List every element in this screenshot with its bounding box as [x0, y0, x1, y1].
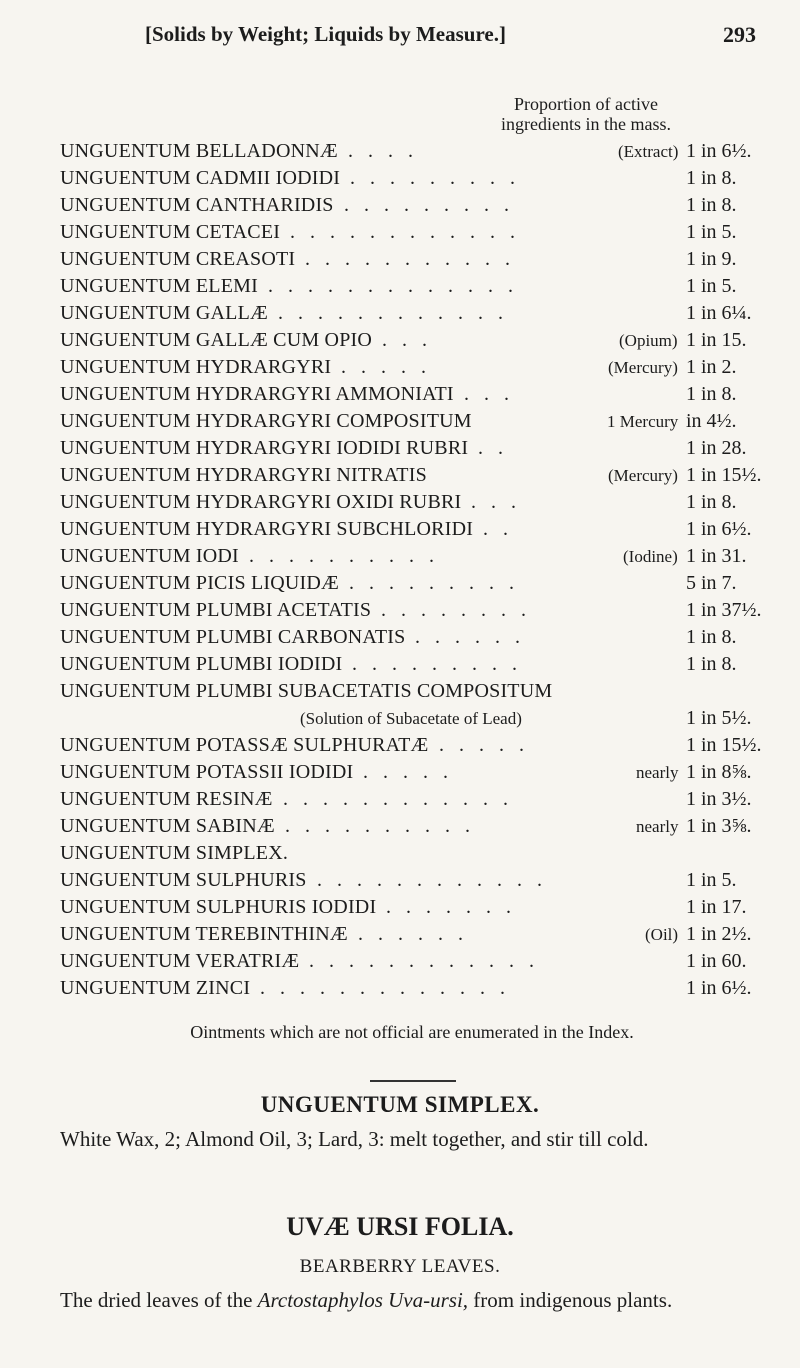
entry-name: UNGUENTUM PLUMBI CARBONATIS: [60, 626, 406, 648]
entry-name: UNGUENTUM HYDRARGYRI SUBCHLORIDI: [60, 518, 474, 540]
entry-proportion: 1 in 8.: [686, 491, 737, 513]
entry-proportion: 1 in 9.: [686, 248, 737, 270]
entry-name: UNGUENTUM IODI: [60, 545, 239, 567]
entry-name: UNGUENTUM ZINCI: [60, 977, 251, 999]
entry-proportion: 1 in 17.: [686, 896, 747, 918]
species-name: Arctostaphylos Uva-ursi,: [257, 1288, 469, 1312]
entry-leader-dots: . . . . . . .: [386, 896, 516, 918]
ointment-entry: [60, 840, 764, 867]
uva-ursi-heading: UVÆ URSI FOLIA.: [286, 1212, 514, 1241]
entry-proportion: 5 in 7.: [686, 572, 737, 594]
entry-sub-note: (Solution of Subacetate of Lead): [300, 709, 522, 728]
ointment-entry: [60, 273, 764, 300]
entry-name: UNGUENTUM ELEMI: [60, 275, 258, 297]
entry-proportion: 1 in 28.: [686, 437, 747, 459]
ointment-entry: [60, 516, 764, 543]
entry-leader-dots: . . . . . . . . . . .: [305, 248, 515, 270]
entry-leader-dots: . .: [478, 437, 508, 459]
entry-proportion: 1 in 3⅝.: [686, 815, 752, 837]
entry-proportion: 1 in 5.: [686, 275, 737, 297]
ointment-entry: [60, 543, 764, 570]
entry-note: 1 Mercury: [607, 412, 679, 431]
entry-name: UNGUENTUM HYDRARGYRI IODIDI RUBRI: [60, 437, 469, 459]
entry-name: UNGUENTUM RESINÆ: [60, 788, 273, 810]
entry-proportion: 1 in 8.: [686, 167, 737, 189]
footnote: Ointments which are not official are enumerated in the Index.: [190, 1022, 634, 1042]
entry-leader-dots: . . . . . . . . .: [344, 194, 514, 216]
entry-leader-dots: . . .: [464, 383, 514, 405]
entry-leader-dots: . . . . .: [439, 734, 529, 756]
entry-name: UNGUENTUM HYDRARGYRI COMPOSITUM: [60, 410, 472, 432]
entry-note: nearly: [636, 817, 679, 836]
entry-note: (Mercury): [608, 466, 678, 485]
entry-leader-dots: . . . . . . . . . . . .: [278, 302, 508, 324]
entry-leader-dots: . . . . . . . . .: [350, 167, 520, 189]
ointment-entry: [60, 786, 764, 813]
entry-proportion: 1 in 15½.: [686, 464, 762, 486]
ointment-entry: [60, 759, 764, 786]
ointment-entry: [60, 948, 764, 975]
ointment-entry: [60, 327, 764, 354]
entry-proportion: 1 in 31.: [686, 545, 747, 567]
entry-leader-dots: . . . . . . . . . . . .: [317, 869, 547, 891]
entry-note: (Iodine): [623, 547, 678, 566]
column-header-line-2: ingredients in the mass.: [501, 114, 671, 134]
entry-name: UNGUENTUM HYDRARGYRI: [60, 356, 332, 378]
ointment-entry: [60, 138, 764, 165]
entry-leader-dots: . . .: [471, 491, 521, 513]
entry-name: UNGUENTUM PICIS LIQUIDÆ: [60, 572, 340, 594]
entry-name: UNGUENTUM TEREBINTHINÆ: [60, 923, 348, 945]
entry-name: UNGUENTUM PLUMBI ACETATIS: [60, 599, 372, 621]
ointment-entry: [60, 570, 764, 597]
entry-leader-dots: . . . . . . . .: [381, 599, 531, 621]
entry-name: UNGUENTUM CADMII IODIDI: [60, 167, 341, 189]
ointment-entry: [60, 300, 764, 327]
column-header-line-1: Proportion of active: [514, 94, 658, 114]
entry-leader-dots: . .: [483, 518, 513, 540]
ointment-entry: [60, 381, 764, 408]
ointment-entry: [60, 975, 764, 1002]
entry-name: UNGUENTUM GALLÆ CUM OPIO: [60, 329, 373, 351]
entry-leader-dots: . . . .: [348, 140, 418, 162]
entry-proportion: 1 in 3½.: [686, 788, 752, 810]
entry-name: UNGUENTUM PLUMBI IODIDI: [60, 653, 343, 675]
ointment-entry: [60, 651, 764, 678]
entry-proportion: 1 in 6½.: [686, 518, 752, 540]
entry-leader-dots: . . . . .: [363, 761, 453, 783]
ointment-entry: [60, 219, 764, 246]
entry-leader-dots: . . . . . . . . .: [352, 653, 522, 675]
entry-name: UNGUENTUM CREASOTI: [60, 248, 296, 270]
entry-proportion: 1 in 5.: [686, 869, 737, 891]
column-header: [406, 94, 766, 134]
entry-name: UNGUENTUM SABINÆ: [60, 815, 275, 837]
entry-proportion: 1 in 6¼.: [686, 302, 752, 324]
uva-ursi-subheading: BEARBERRY LEAVES.: [299, 1256, 501, 1277]
entry-proportion: 1 in 60.: [686, 950, 747, 972]
simplex-heading: UNGUENTUM SIMPLEX.: [260, 1092, 540, 1117]
entry-name: UNGUENTUM GALLÆ: [60, 302, 268, 324]
entry-proportion: 1 in 8.: [686, 653, 737, 675]
entry-name: UNGUENTUM PLUMBI SUBACETATIS COMPOSITUM: [60, 680, 553, 702]
entry-leader-dots: . . . . . . . . . . . .: [309, 950, 539, 972]
entry-proportion: 1 in 15.: [686, 329, 747, 351]
entry-leader-dots: . . . . . .: [358, 923, 468, 945]
entry-leader-dots: . . . . . . . . . . . . .: [260, 977, 510, 999]
section-divider: [370, 1080, 456, 1082]
entry-leader-dots: . . . . . . . . . .: [249, 545, 439, 567]
ointment-list: [60, 138, 764, 1002]
entry-name: UNGUENTUM SIMPLEX.: [60, 842, 289, 864]
ointment-entry: [60, 813, 764, 840]
entry-leader-dots: . . . . . . . . . . . .: [283, 788, 513, 810]
ointment-entry: [60, 921, 764, 948]
entry-proportion: in 4½.: [686, 410, 737, 432]
entry-name: UNGUENTUM SULPHURIS IODIDI: [60, 896, 377, 918]
entry-note: nearly: [636, 763, 679, 782]
entry-name: UNGUENTUM HYDRARGYRI OXIDI RUBRI: [60, 491, 462, 513]
entry-proportion: 1 in 8.: [686, 626, 737, 648]
entry-name: UNGUENTUM VERATRIÆ: [60, 950, 300, 972]
uva-body-start: The dried leaves of the: [60, 1288, 258, 1312]
ointment-entry: [60, 867, 764, 894]
entry-leader-dots: . . . . .: [341, 356, 431, 378]
ointment-entry: [60, 624, 764, 651]
uva-body-end: from indigenous plants.: [468, 1288, 673, 1312]
running-head: [Solids by Weight; Liquids by Measure.]: [145, 22, 506, 46]
entry-proportion: 1 in 6½.: [686, 140, 752, 162]
entry-name: UNGUENTUM HYDRARGYRI NITRATIS: [60, 464, 427, 486]
ointment-entry: [60, 192, 764, 219]
ointment-entry: [60, 246, 764, 273]
ointment-entry: [60, 894, 764, 921]
entry-name: UNGUENTUM BELLADONNÆ: [60, 140, 338, 162]
entry-name: UNGUENTUM POTASSII IODIDI: [60, 761, 354, 783]
uva-ursi-description: [42, 1288, 782, 1313]
entry-leader-dots: . . . . . . . . . . . .: [290, 221, 520, 243]
entry-name: UNGUENTUM SULPHURIS: [60, 869, 307, 891]
entry-note: (Mercury): [608, 358, 678, 377]
ointment-entry: [60, 678, 764, 732]
entry-note: (Oil): [645, 925, 679, 944]
entry-leader-dots: . . .: [382, 329, 432, 351]
ointment-entry: [60, 489, 764, 516]
entry-sub-proportion: 1 in 5½.: [686, 707, 752, 729]
entry-note: (Extract): [618, 142, 679, 161]
simplex-recipe: White Wax, 2; Almond Oil, 3; Lard, 3: melt together, and stir till cold.: [60, 1127, 649, 1151]
entry-proportion: 1 in 37½.: [686, 599, 762, 621]
entry-leader-dots: . . . . . .: [415, 626, 525, 648]
ointment-entry: [60, 732, 764, 759]
entry-leader-dots: . . . . . . . . .: [349, 572, 519, 594]
entry-proportion: 1 in 15½.: [686, 734, 762, 756]
entry-proportion: 1 in 2½.: [686, 923, 752, 945]
entry-proportion: 1 in 8⅝.: [686, 761, 752, 783]
entry-proportion: 1 in 8.: [686, 194, 737, 216]
entry-name: UNGUENTUM CANTHARIDIS: [60, 194, 334, 216]
page-number: 293: [723, 22, 756, 47]
entry-name: UNGUENTUM HYDRARGYRI AMMONIATI: [60, 383, 454, 405]
entry-proportion: 1 in 8.: [686, 383, 737, 405]
entry-note: (Opium): [619, 331, 678, 350]
entry-name: UNGUENTUM POTASSÆ SULPHURATÆ: [60, 734, 429, 756]
entry-proportion: 1 in 2.: [686, 356, 737, 378]
entry-leader-dots: . . . . . . . . . .: [285, 815, 475, 837]
entry-proportion: 1 in 5.: [686, 221, 737, 243]
ointment-entry: [60, 435, 764, 462]
ointment-entry: [60, 408, 764, 435]
ointment-entry: [60, 354, 764, 381]
ointment-entry: [60, 462, 764, 489]
ointment-entry: [60, 597, 764, 624]
entry-proportion: 1 in 6½.: [686, 977, 752, 999]
ointment-entry: [60, 165, 764, 192]
entry-name: UNGUENTUM CETACEI: [60, 221, 281, 243]
entry-leader-dots: . . . . . . . . . . . . .: [268, 275, 518, 297]
